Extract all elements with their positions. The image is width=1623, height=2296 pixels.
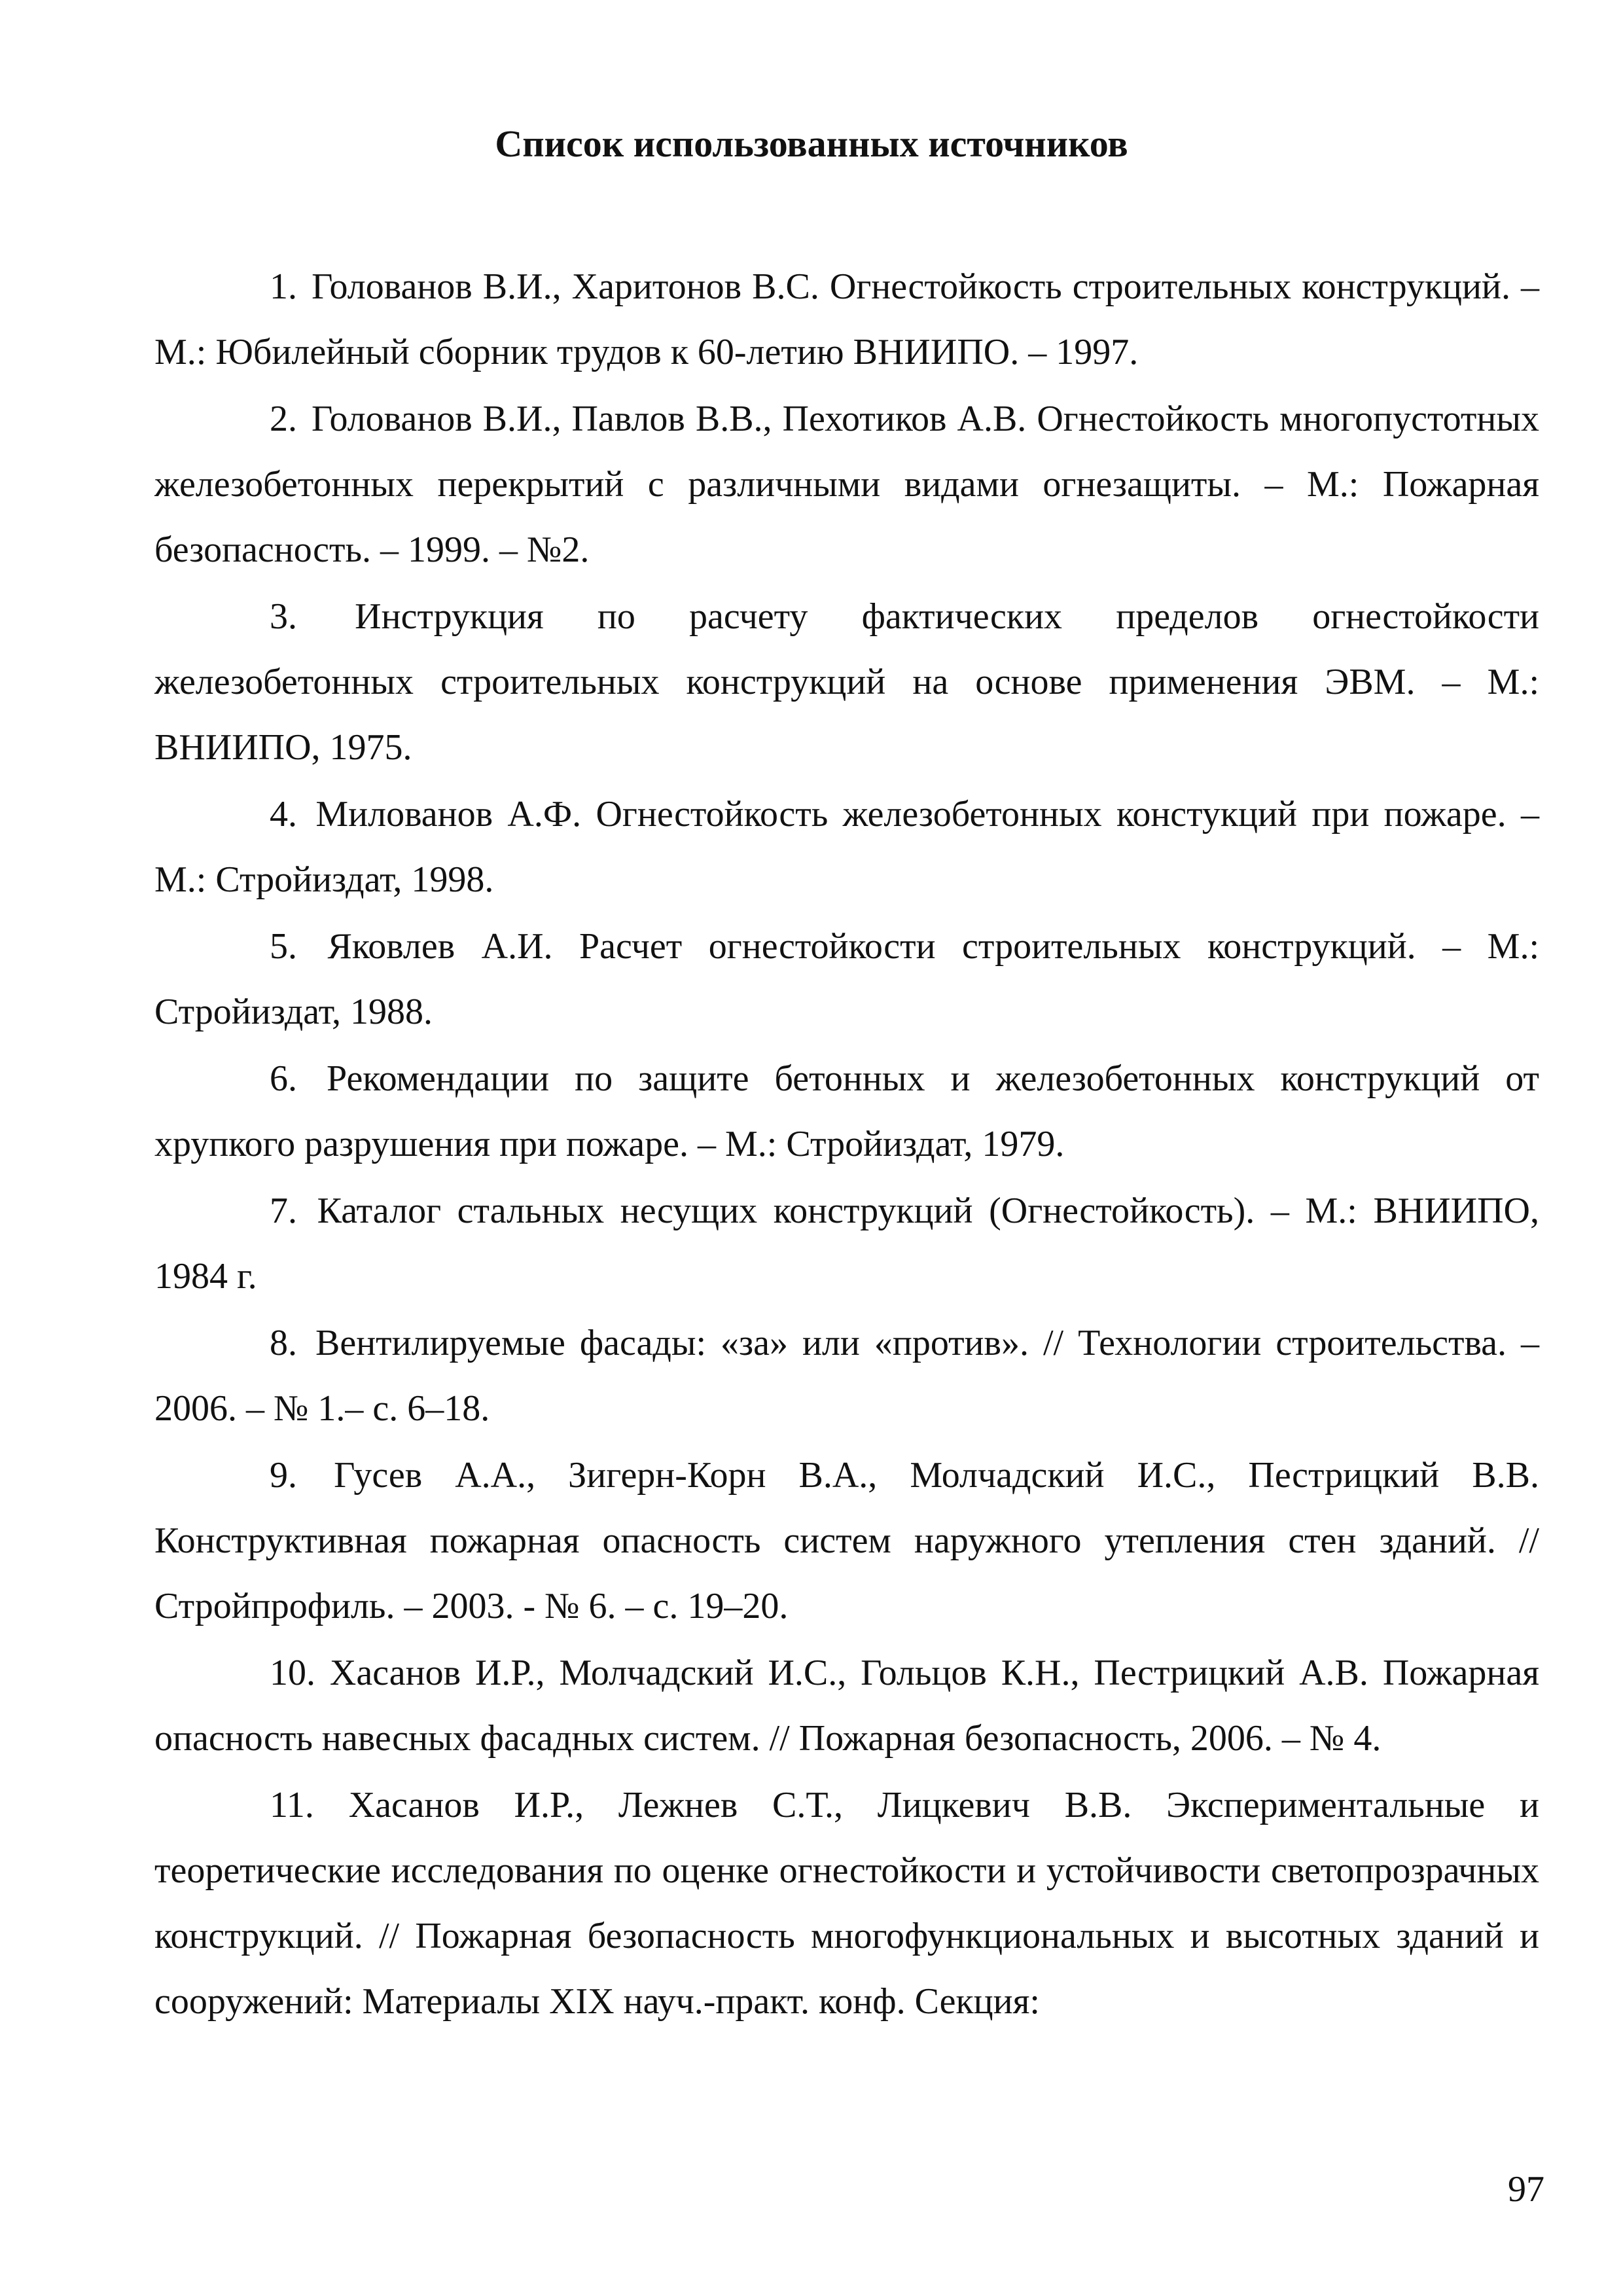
reference-number: 11.: [270, 1785, 314, 1825]
reference-number: 6.: [270, 1058, 297, 1099]
reference-text: Хасанов И.Р., Лежнев С.Т., Лицкевич В.В. Экспериментальные и теоретические исследования по оценке огнестойкости и устойчивости светопрозрачных конструкций. // Пожарная безопасность многофункциональных и высотных зданий и сооружений: Материалы XIX науч.-практ. конф. Секция:: [154, 1785, 1540, 2022]
reference-item: [154, 1640, 1539, 1771]
reference-text: Рекомендации по защите бетонных и железобетонных конструкций от хрупкого разрушения при пожаре. – М.: Стройиздат, 1979.: [154, 1058, 1539, 1164]
reference-number: 3.: [270, 596, 297, 637]
page-title: Список использованных источников: [495, 122, 1128, 165]
reference-item: [154, 1310, 1539, 1441]
reference-item: [154, 1178, 1539, 1309]
reference-number: 5.: [270, 926, 297, 967]
reference-number: 1.: [270, 266, 297, 307]
reference-number: 2.: [270, 399, 297, 439]
reference-text: Голованов В.И., Павлов В.В., Пехотиков А.В. Огнестойкость многопустотных железобетонных перекрытий с различными видами огнезащиты. – М.: Пожарная безопасность. – 1999. – №2.: [154, 399, 1540, 570]
reference-item: [154, 1772, 1539, 2034]
reference-text: Гусев А.А., Зигерн-Корн В.А., Молчадский И.С., Пестрицкий В.В. Конструктивная пожарная опасность систем наружного утепления стен зданий. // Стройпрофиль. – 2003. - № 6. – с. 19–20.: [154, 1455, 1539, 1626]
reference-number: 10.: [270, 1653, 315, 1693]
reference-number: 7.: [270, 1191, 297, 1231]
page-number: 97: [1508, 2169, 1544, 2210]
reference-text: Милованов А.Ф. Огнестойкость железобетонных констукций при пожаре. – М.: Стройиздат, 1998.: [154, 794, 1539, 900]
reference-text: Хасанов И.Р., Молчадский И.С., Гольцов К.Н., Пестрицкий А.В. Пожарная опасность навесных фасадных систем. // Пожарная безопасность, 2006. – № 4.: [154, 1653, 1539, 1759]
reference-item: [154, 1046, 1539, 1177]
reference-item: [154, 386, 1539, 583]
reference-number: 4.: [270, 794, 297, 834]
reference-text: Инструкция по расчету фактических пределов огнестойкости железобетонных строительных конструкций на основе применения ЭВМ. – М.: ВНИИПО, 1975.: [154, 596, 1540, 768]
reference-item: [154, 914, 1539, 1045]
reference-number: 8.: [270, 1323, 297, 1363]
reference-text: Яковлев А.И. Расчет огнестойкости строительных конструкций. – М.: Стройиздат, 1988.: [154, 926, 1539, 1032]
reference-list: [154, 254, 1539, 2036]
reference-item: [154, 781, 1539, 912]
reference-text: Голованов В.И., Харитонов В.С. Огнестойкость строительных конструкций. – М.: Юбилейный сборник трудов к 60-летию ВНИИПО. – 1997.: [154, 266, 1540, 372]
reference-item: [154, 584, 1539, 780]
reference-item: [154, 1443, 1539, 1639]
reference-text: Вентилируемые фасады: «за» или «против». // Технологии строительства. – 2006. – № 1.– с. 6–18.: [154, 1323, 1539, 1429]
reference-number: 9.: [270, 1455, 297, 1496]
reference-text: Каталог стальных несущих конструкций (Огнестойкость). – М.: ВНИИПО, 1984 г.: [154, 1191, 1539, 1297]
reference-item: [154, 254, 1539, 385]
